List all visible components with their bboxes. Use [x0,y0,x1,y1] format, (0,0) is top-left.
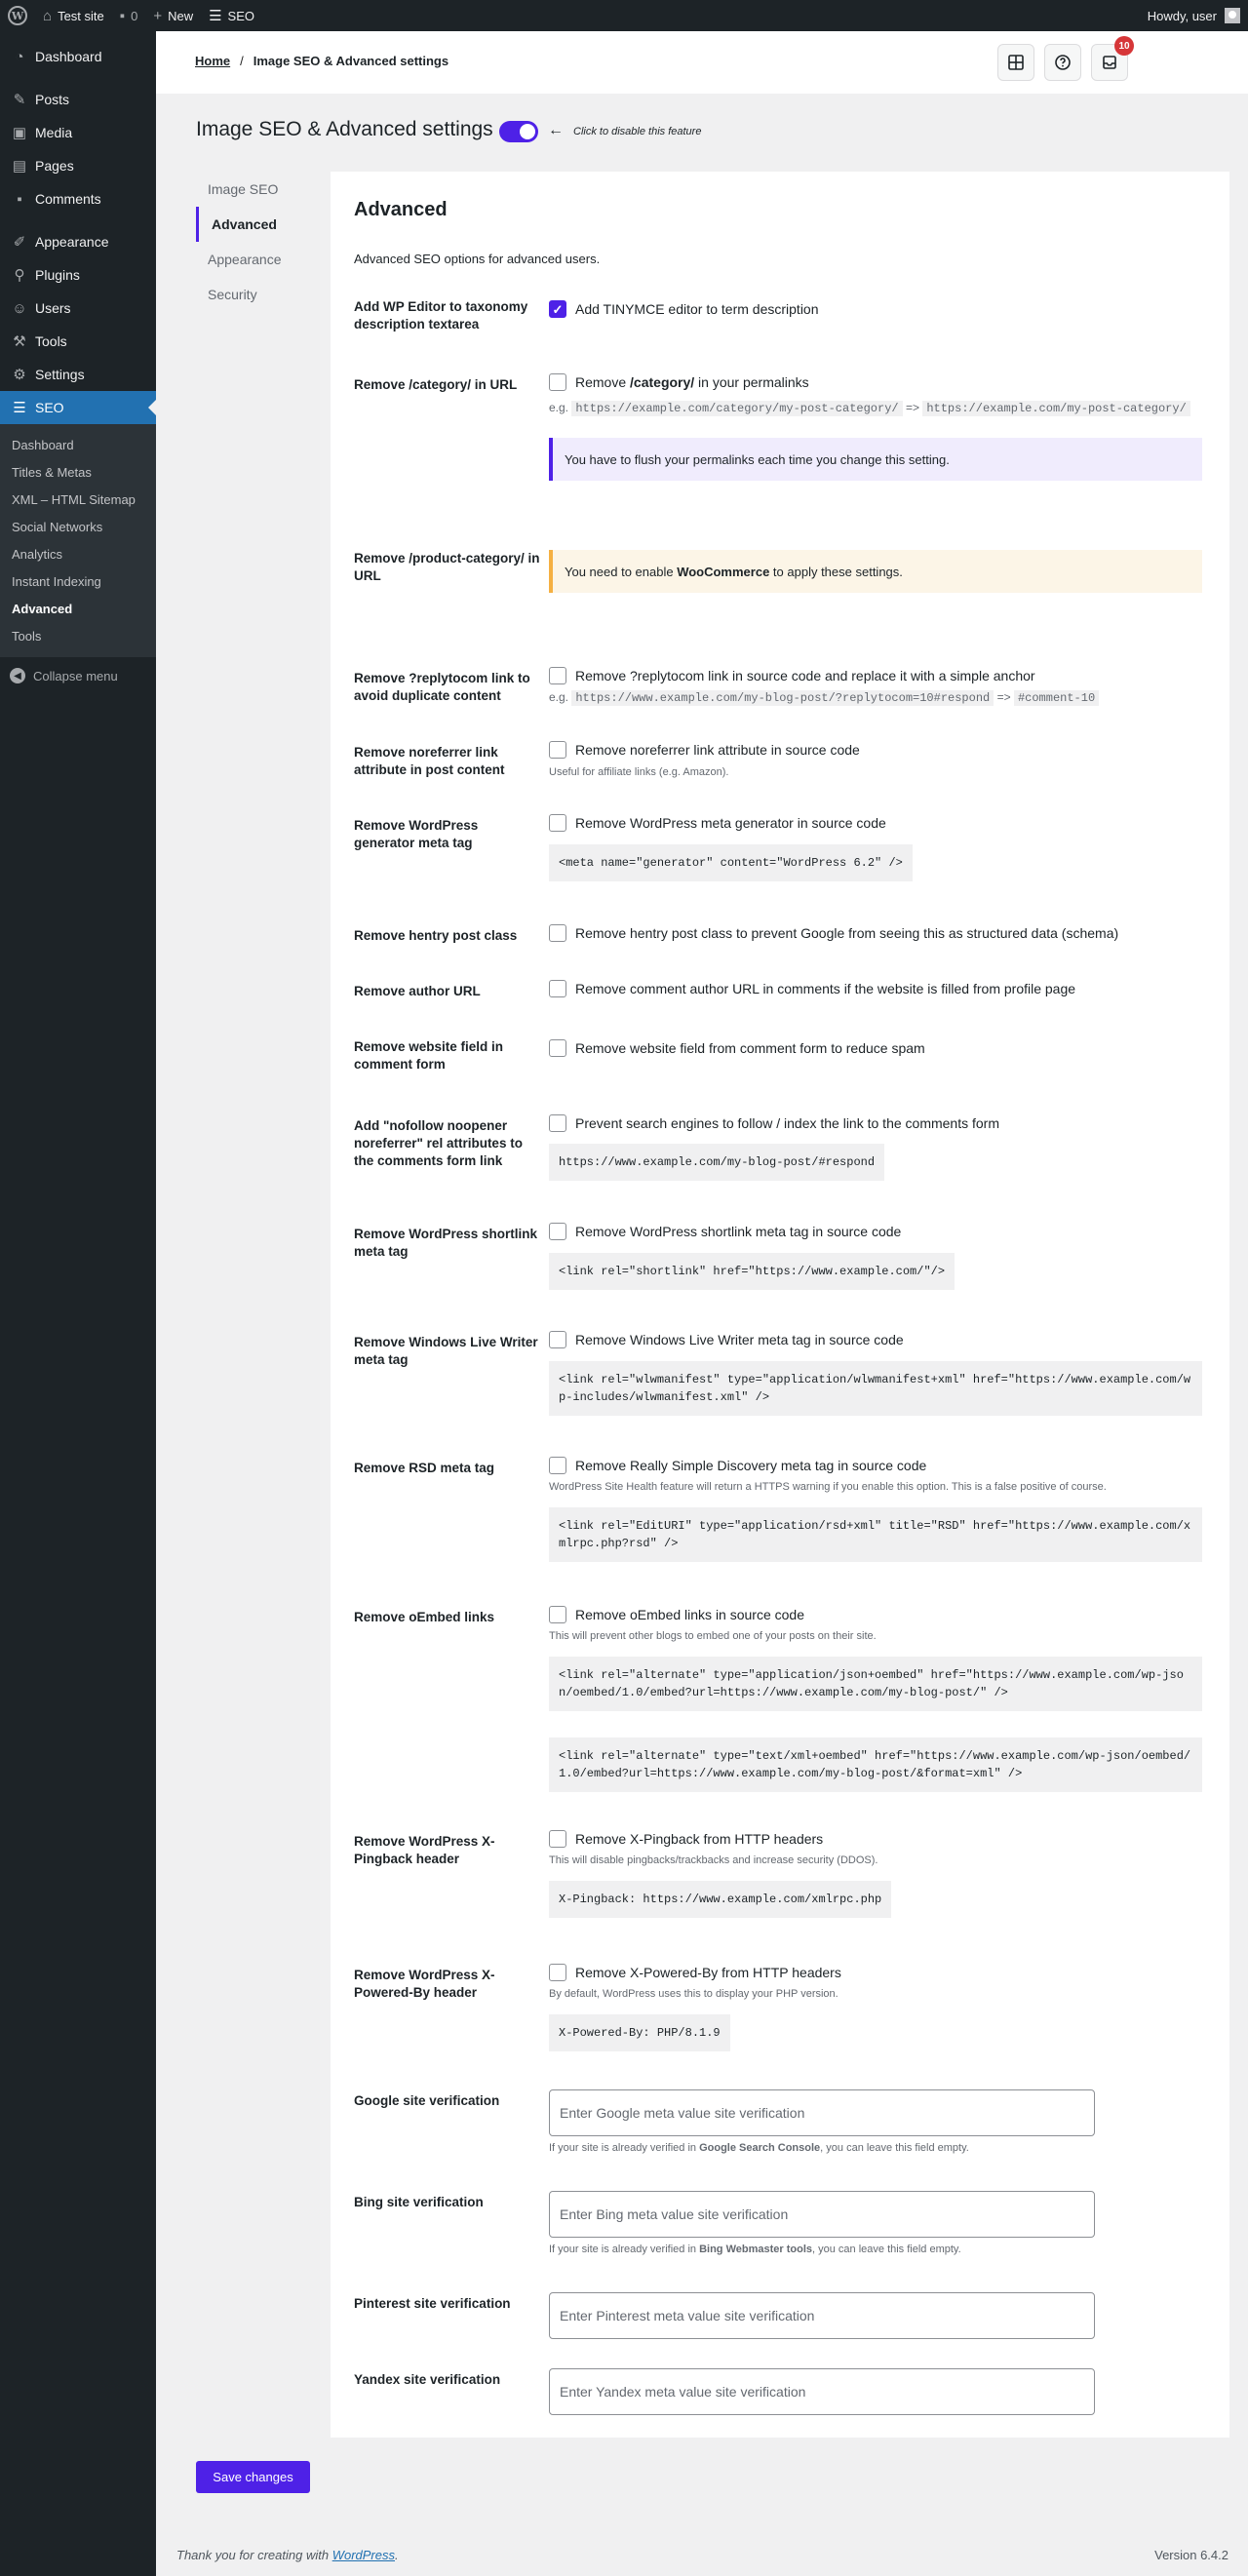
wp-editor-checkbox[interactable]: ✓ Add TINYMCE editor to term description [549,300,1202,318]
save-changes-button[interactable]: Save changes [196,2461,310,2493]
setting-label: Remove noreferrer link attribute in post content [354,745,505,777]
checkbox[interactable] [549,1114,566,1132]
setting-label: Remove Windows Live Writer meta tag [354,1335,538,1367]
wrench-icon: ⚒ [13,333,26,350]
plugin-header [156,31,1248,94]
tab-security[interactable]: Security [208,287,257,302]
remove-pingback-checkbox[interactable]: Remove X-Pingback from HTTP headers [549,1830,1202,1848]
setting-label: Add "nofollow noopener noreferrer" rel attributes to the comments form link [354,1118,523,1168]
account-menu[interactable]: Howdy, user [1148,8,1248,23]
setting-label: Remove WordPress X-Pingback header [354,1834,495,1866]
new-content-link[interactable]: + New [153,7,194,24]
remove-hentry-checkbox[interactable]: Remove hentry post class to prevent Google from seeing this as structured data (schema) [549,924,1202,942]
sidebar-item-plugins[interactable]: ⚲ Plugins [0,258,156,292]
wordpress-link[interactable]: WordPress [332,2548,395,2562]
remove-oembed-checkbox[interactable]: Remove oEmbed links in source code [549,1606,1202,1623]
code-example-xml: <link rel="alternate" type="text/xml+oembed" href="https://www.example.com/wp-json/oembed/1.0/embed?url=https://www.example.com/my-blog-post/&format=xml" /> [549,1737,1202,1792]
remove-website-field-checkbox[interactable]: Remove website field from comment form to reduce spam [549,1039,1202,1057]
plus-icon: + [153,7,163,24]
tab-appearance[interactable]: Appearance [208,252,282,267]
footer-thanks: Thank you for creating with WordPress. [176,2548,399,2562]
setting-label: Remove website field in comment form [354,1039,504,1072]
checkbox[interactable] [549,1457,566,1474]
remove-noreferrer-checkbox[interactable]: Remove noreferrer link attribute in source code [549,741,1202,759]
wordpress-logo-button[interactable] [0,0,35,31]
description: By default, WordPress uses this to display your PHP version. [549,1988,838,2000]
nofollow-comments-checkbox[interactable]: Prevent search engines to follow / index the link to the comments form [549,1114,1202,1132]
code-example: X-Powered-By: PHP/8.1.9 [549,2014,730,2051]
description: WordPress Site Health feature will return a HTTPS warning if you enable this option. This is a false positive of course. [549,1481,1107,1493]
checkbox[interactable] [549,814,566,832]
breadcrumb-home-link[interactable]: Home [195,54,231,68]
admin-sidebar [0,31,156,2576]
code-example: X-Pingback: https://www.example.com/xmlrpc.php [549,1881,891,1918]
sidebar-item-pages[interactable]: ▤ Pages [0,149,156,182]
sidebar-item-posts[interactable]: ✎ Posts [0,83,156,116]
collapse-icon: ◀ [10,668,25,683]
checkbox-checked[interactable] [549,300,566,318]
submenu-item-sitemap[interactable]: XML – HTML Sitemap [12,491,136,507]
breadcrumb-current: Image SEO & Advanced settings [253,54,449,68]
tab-image-seo[interactable]: Image SEO [208,181,279,197]
submenu-item-titles-metas[interactable]: Titles & Metas [12,464,92,480]
description: If your site is already verified in Google Search Console, you can leave this field empty. [549,2142,969,2154]
admin-bar [0,0,1248,31]
setting-label: Remove oEmbed links [354,1610,495,1624]
sidebar-item-appearance[interactable]: ✐ Appearance [0,225,156,258]
checkbox[interactable] [549,1606,566,1623]
setting-label: Remove WordPress generator meta tag [354,818,479,850]
setting-label: Yandex site verification [354,2372,501,2387]
setting-label: Add WP Editor to taxonomy description textarea [354,299,528,332]
setting-label: Pinterest site verification [354,2296,511,2311]
setting-label: Remove hentry post class [354,928,518,943]
remove-powered-by-checkbox[interactable]: Remove X-Powered-By from HTTP headers [549,1964,1202,1981]
pinterest-verification-input[interactable] [549,2292,1095,2339]
remove-replytocom-checkbox[interactable]: Remove ?replytocom link in source code and replace it with a simple anchor [549,667,1202,684]
code-example: <meta name="generator" content="WordPress 6.2" /> [549,844,913,881]
footer-version: Version 6.4.2 [1154,2548,1228,2562]
arrow-left-icon: ← [548,122,564,138]
submenu-item-analytics[interactable]: Analytics [12,546,63,562]
example-text: e.g. https://example.com/category/my-post-category/ => https://example.com/my-post-category/ [549,399,1202,418]
help-icon [1054,54,1072,71]
comment-icon: ▪ [17,190,22,208]
advanced-settings-panel [331,172,1229,2438]
checkbox[interactable] [549,1039,566,1057]
sidebar-item-tools[interactable]: ⚒ Tools [0,325,156,358]
checkbox[interactable] [549,667,566,684]
setting-label: Remove WordPress shortlink meta tag [354,1227,538,1259]
setting-label: Google site verification [354,2093,500,2108]
google-verification-input[interactable] [549,2089,1095,2136]
checkbox[interactable] [549,741,566,759]
remove-generator-checkbox[interactable]: Remove WordPress meta generator in source code [549,814,1202,832]
page-icon: ▤ [12,158,27,175]
seo-icon: ☰ [13,400,26,416]
media-icon: ▣ [12,125,27,141]
feature-toggle[interactable] [499,121,538,142]
help-button[interactable] [1044,44,1081,81]
setting-label: Remove WordPress X-Powered-By header [354,1968,495,2000]
yandex-verification-input[interactable] [549,2368,1095,2415]
brush-icon: ✐ [13,234,26,251]
setting-label: Remove ?replytocom link to avoid duplicate content [354,671,530,703]
submenu-item-tools[interactable]: Tools [12,628,42,644]
comments-link[interactable]: ▪ 0 [119,7,138,24]
submenu-item-advanced[interactable]: Advanced [12,601,73,616]
site-name-link[interactable]: ⌂ Test site [43,7,104,24]
sidebar-item-seo[interactable]: ☰ SEO [0,391,156,424]
avatar [1225,8,1240,23]
grid-icon [1007,54,1025,71]
breadcrumb: Home / Image SEO & Advanced settings [195,54,449,68]
remove-rsd-checkbox[interactable]: Remove Really Simple Discovery meta tag in source code [549,1457,1202,1474]
remove-wlw-checkbox[interactable]: Remove Windows Live Writer meta tag in source code [549,1331,1202,1348]
flush-permalinks-notice: You have to flush your permalinks each time you change this setting. [549,438,1202,481]
dashboard-icon: ◔ [15,48,24,65]
checkbox[interactable] [549,373,566,391]
user-icon: ☺ [12,299,27,317]
checkbox[interactable] [549,924,566,942]
panel-intro: Advanced SEO options for advanced users. [354,252,601,266]
checkbox[interactable] [549,1223,566,1240]
woocommerce-warning-notice: You need to enable WooCommerce to apply these settings. [549,550,1202,593]
setting-label: Bing site verification [354,2195,484,2209]
checkbox[interactable] [549,1830,566,1848]
setting-label: Remove /product-category/ in URL [354,551,540,583]
checkbox[interactable] [549,1331,566,1348]
inbox-icon [1101,54,1118,71]
setting-label: Remove author URL [354,984,481,998]
page-title: Image SEO & Advanced settings [196,118,493,140]
checkbox[interactable] [549,980,566,997]
home-icon: ⌂ [43,7,53,24]
seo-submenu [0,424,156,657]
submenu-item-instant-indexing[interactable]: Instant Indexing [12,573,101,589]
panel-title: Advanced [354,199,448,220]
remove-shortlink-checkbox[interactable]: Remove WordPress shortlink meta tag in source code [549,1223,1202,1240]
notifications-badge: 10 [1114,36,1134,56]
seo-icon: ☰ [209,8,222,24]
code-example: <link rel="EditURI" type="application/rsd+xml" title="RSD" href="https://www.example.com/xmlrpc.php?rsd" /> [549,1507,1202,1562]
tab-advanced[interactable]: Advanced [196,207,328,242]
pin-icon: ✎ [13,92,26,108]
settings-icon: ⚙ [13,367,26,383]
submenu-item-social-networks[interactable]: Social Networks [12,519,103,534]
remove-author-url-checkbox[interactable]: Remove comment author URL in comments if the website is filled from profile page [549,980,1202,997]
sidebar-item-users[interactable]: ☺ Users [0,292,156,325]
seo-admin-link[interactable]: ☰ SEO [209,8,255,24]
sidebar-item-settings[interactable]: ⚙ Settings [0,358,156,391]
description: This will disable pingbacks/trackbacks and increase security (DDOS). [549,1854,878,1866]
notifications-button[interactable] [1091,40,1130,81]
submenu-item-dashboard[interactable]: Dashboard [12,437,74,452]
sidebar-item-media[interactable]: ▣ Media [0,116,156,149]
sidebar-item-comments[interactable]: ▪ Comments [0,182,156,215]
settings-tabs [196,172,328,312]
setting-label: Remove RSD meta tag [354,1461,495,1475]
code-example: <link rel="shortlink" href="https://www.example.com/"/> [549,1253,955,1290]
description: If your site is already verified in Bing Webmaster tools, you can leave this field empty. [549,2244,961,2255]
comment-icon: ▪ [119,7,126,24]
activity-panel-button[interactable] [997,44,1034,81]
code-example: <link rel="wlwmanifest" type="application/wlwmanifest+xml" href="https://www.example.com/wp-includes/wlwmanifest.xml" /> [549,1361,1202,1416]
sidebar-item-dashboard[interactable]: ◔ Dashboard [0,40,156,73]
example-text: e.g. https://www.example.com/my-blog-post/?replytocom=10#respond => #comment-10 [549,688,1202,708]
toggle-hint: Click to disable this feature [573,126,702,137]
code-example: https://www.example.com/my-blog-post/#respond [549,1144,884,1181]
description: This will prevent other blogs to embed one of your posts on their site. [549,1630,877,1642]
collapse-menu-button[interactable]: ◀ Collapse menu [0,659,156,692]
plug-icon: ⚲ [14,267,25,284]
description: Useful for affiliate links (e.g. Amazon). [549,766,729,778]
setting-label: Remove /category/ in URL [354,377,518,392]
bing-verification-input[interactable] [549,2191,1095,2238]
wordpress-logo-icon: W [8,6,27,25]
checkbox[interactable] [549,1964,566,1981]
code-example-json: <link rel="alternate" type="application/json+oembed" href="https://www.example.com/wp-json/oembed/1.0/embed?url=https://www.example.com/my-blog-post/" /> [549,1657,1202,1711]
remove-category-checkbox[interactable]: Remove /category/ in your permalinks [549,373,1202,391]
